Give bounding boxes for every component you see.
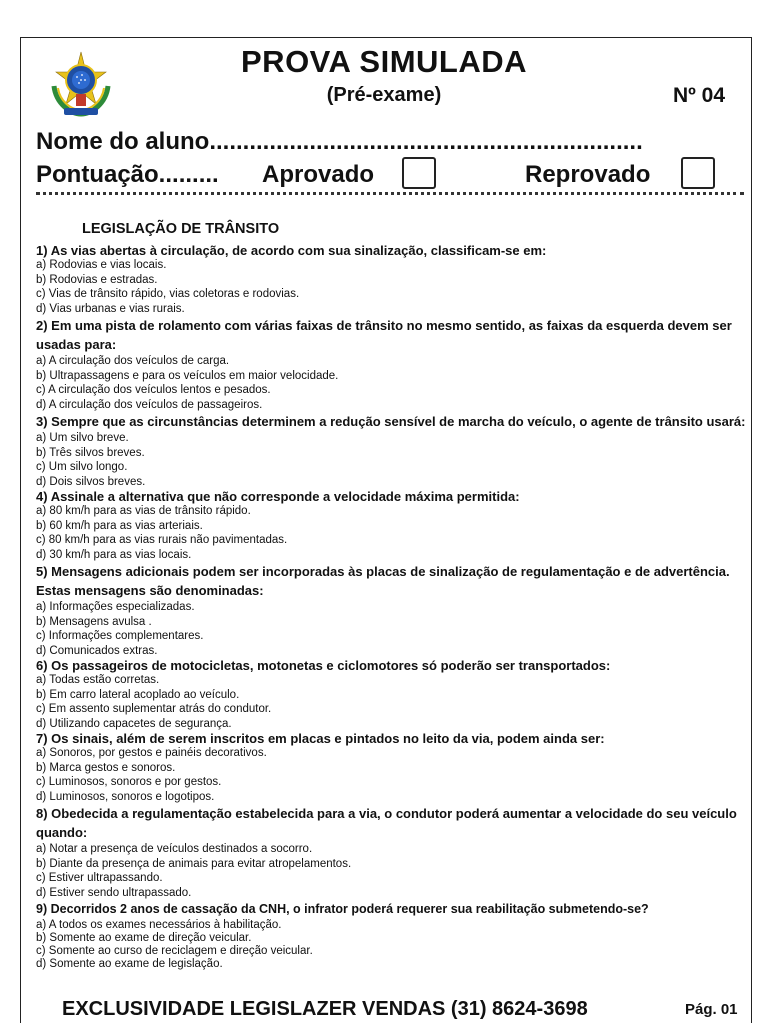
answer-option[interactable]: a) Todas estão corretas.	[36, 674, 160, 686]
question-text: 1) As vias abertas à circulação, de acordo com sua sinalização, classificam-se em:	[36, 243, 547, 258]
page-number: Pág. 01	[685, 1001, 738, 1018]
question-text: 7) Os sinais, além de serem inscritos em placas e pintados no leito da via, podem ainda ser:	[36, 731, 605, 746]
answer-option[interactable]: d) Vias urbanas e vias rurais.	[36, 302, 185, 315]
failed-checkbox[interactable]	[681, 157, 715, 189]
question-text: 4) Assinale a alternativa que não corresponde a velocidade máxima permitida:	[36, 489, 520, 504]
answer-option[interactable]: d) Luminosos, sonoros e logotipos.	[36, 790, 215, 803]
question-block	[36, 412, 756, 489]
answer-option[interactable]: a) A todos os exames necessários à habilitação.	[36, 919, 282, 931]
question-text: 9) Decorridos 2 anos de cassação da CNH, o infrator poderá requerer sua reabilitação submetendo-se?	[36, 902, 649, 916]
answer-option[interactable]: a) 80 km/h para as vias de trânsito rápido.	[36, 505, 251, 517]
question-block	[36, 562, 756, 658]
answer-option[interactable]: b) Em carro lateral acoplado ao veículo.	[36, 688, 240, 701]
answer-option[interactable]: c) Um silvo longo.	[36, 461, 128, 473]
answer-option[interactable]: c) Vias de trânsito rápido, vias coletoras e rodovias.	[36, 288, 300, 300]
answer-option[interactable]: c) Estiver ultrapassando.	[36, 872, 163, 884]
answer-option[interactable]: d) Comunicados extras.	[36, 644, 158, 657]
answer-option[interactable]: b) Três silvos breves.	[36, 446, 145, 459]
exam-number: Nº 04	[673, 84, 726, 107]
answer-option[interactable]: c) Em assento suplementar atrás do condutor.	[36, 703, 272, 715]
question-block	[36, 316, 756, 412]
question-text: 3) Sempre que as circunstâncias determinem a redução sensível de marcha do veículo, o agente de trânsito usará:	[36, 414, 746, 429]
answer-option[interactable]: d) 30 km/h para as vias locais.	[36, 548, 192, 561]
approved-checkbox[interactable]	[402, 157, 436, 189]
answer-option[interactable]: b) Ultrapassagens e para os veículos em maior velocidade.	[36, 369, 339, 382]
question-block	[36, 900, 756, 971]
question-list	[36, 243, 756, 971]
answer-option[interactable]: b) Rodovias e estradas.	[36, 273, 158, 286]
answer-option[interactable]: c) 80 km/h para as vias rurais não pavimentadas.	[36, 534, 288, 546]
footer-text: EXCLUSIVIDADE LEGISLAZER VENDAS (31) 8624-3698	[62, 998, 588, 1020]
answer-option[interactable]: a) Notar a presença de veículos destinados a socorro.	[36, 843, 313, 855]
question-block	[36, 243, 756, 316]
answer-option[interactable]: a) A circulação dos veículos de carga.	[36, 355, 230, 367]
score-line[interactable]: Pontuação.........	[36, 161, 219, 188]
answer-option[interactable]: d) Somente ao exame de legislação.	[36, 958, 223, 970]
answer-option[interactable]: d) Utilizando capacetes de segurança.	[36, 717, 232, 730]
answer-option[interactable]: c) Informações complementares.	[36, 630, 204, 642]
answer-option[interactable]: b) Mensagens avulsa .	[36, 615, 152, 628]
answer-option[interactable]: c) Luminosos, sonoros e por gestos.	[36, 776, 222, 788]
question-block	[36, 804, 756, 900]
answer-option[interactable]: b) 60 km/h para as vias arteriais.	[36, 519, 203, 532]
question-block	[36, 658, 756, 731]
separator-dotted	[36, 192, 744, 195]
answer-option[interactable]: b) Marca gestos e sonoros.	[36, 761, 176, 774]
answer-option[interactable]: a) Sonoros, por gestos e painéis decorativos.	[36, 747, 267, 759]
student-name-line[interactable]: Nome do aluno.................................................................	[36, 128, 643, 155]
approved-label: Aprovado	[262, 161, 375, 188]
answer-option[interactable]: d) Estiver sendo ultrapassado.	[36, 886, 192, 899]
page-subtitle: (Pré-exame)	[326, 84, 442, 106]
answer-option[interactable]: c) Somente ao curso de reciclagem e direção veicular.	[36, 945, 313, 957]
failed-label: Reprovado	[525, 161, 651, 188]
question-text: 6) Os passageiros de motocicletas, motonetas e ciclomotores só poderão ser transportados:	[36, 658, 611, 673]
answer-option[interactable]: b) Diante da presença de animais para evitar atropelamentos.	[36, 857, 352, 870]
answer-option[interactable]: b) Somente ao exame de direção veicular.	[36, 932, 252, 944]
section-title: LEGISLAÇÃO DE TRÂNSITO	[82, 221, 280, 237]
question-text: 8) Obedecida a regulamentação estabelecida para a via, o condutor poderá aumentar a velocidade do seu veículo quando:	[36, 806, 737, 840]
answer-option[interactable]: d) Dois silvos breves.	[36, 475, 146, 488]
question-text: 2) Em uma pista de rolamento com várias faixas de trânsito no mesmo sentido, as faixas da esquerda devem ser usadas para:	[36, 318, 732, 352]
question-block	[36, 489, 756, 562]
answer-option[interactable]: d) A circulação dos veículos de passageiros.	[36, 398, 263, 411]
answer-option[interactable]: a) Um silvo breve.	[36, 432, 129, 444]
question-block	[36, 731, 756, 804]
page-title: PROVA SIMULADA	[241, 44, 527, 79]
answer-option[interactable]: a) Rodovias e vias locais.	[36, 259, 167, 271]
answer-option[interactable]: c) A circulação dos veículos lentos e pesados.	[36, 384, 271, 396]
question-text: 5) Mensagens adicionais podem ser incorporadas às placas de sinalização de regulamentação e de advertência. Estas mensagens são denominadas:	[36, 564, 730, 598]
answer-option[interactable]: a) Informações especializadas.	[36, 601, 195, 613]
